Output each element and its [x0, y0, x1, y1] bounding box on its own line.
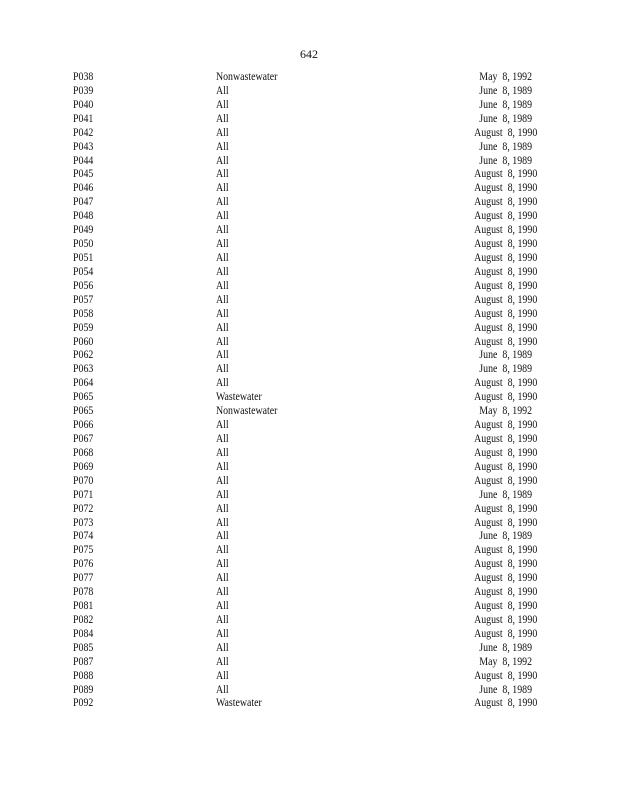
waste-category-cell: All: [215, 558, 229, 571]
waste-code-cell: P082: [73, 613, 94, 626]
waste-category-cell: All: [215, 363, 229, 376]
table-row: [0, 544, 617, 558]
waste-code-cell: P059: [73, 321, 94, 334]
table-row: [0, 419, 617, 433]
effective-date-cell: August 8, 1990: [474, 446, 538, 459]
table-row: [0, 377, 617, 391]
waste-category-cell: All: [215, 349, 229, 362]
effective-date-cell: August 8, 1990: [474, 419, 538, 432]
waste-category-cell: All: [215, 293, 229, 306]
waste-code-cell: P088: [73, 669, 94, 682]
waste-category-cell: All: [215, 377, 229, 390]
effective-date-cell: August 8, 1990: [474, 377, 538, 390]
waste-code-cell: P065: [73, 405, 94, 418]
effective-date-cell: August 8, 1990: [474, 391, 538, 404]
effective-date-cell: June 8, 1989: [479, 349, 533, 362]
effective-date-cell: June 8, 1989: [479, 488, 533, 501]
waste-code-cell: P092: [73, 697, 94, 710]
table-row: [0, 85, 617, 99]
effective-date-cell: May 8, 1992: [479, 71, 533, 83]
waste-category-cell: All: [215, 84, 229, 97]
table-row: [0, 71, 617, 85]
table-row: [0, 238, 617, 252]
waste-category-cell: All: [215, 335, 229, 348]
table-row: [0, 155, 617, 169]
effective-date-cell: June 8, 1989: [479, 140, 533, 153]
waste-category-cell: All: [215, 419, 229, 432]
effective-date-cell: August 8, 1990: [474, 238, 538, 251]
table-row: [0, 558, 617, 572]
waste-code-cell: P047: [73, 196, 94, 209]
waste-code-cell: P063: [73, 363, 94, 376]
waste-code-cell: P070: [73, 474, 94, 487]
waste-category-cell: All: [215, 168, 229, 181]
waste-code-cell: P066: [73, 419, 94, 432]
waste-category-cell: All: [215, 641, 229, 654]
waste-code-cell: P039: [73, 84, 94, 97]
table-row: [0, 141, 617, 155]
waste-code-cell: P064: [73, 377, 94, 390]
effective-date-cell: August 8, 1990: [474, 321, 538, 334]
waste-category-cell: All: [215, 98, 229, 111]
waste-code-cell: P056: [73, 279, 94, 292]
table-row: [0, 572, 617, 586]
waste-category-cell: All: [215, 488, 229, 501]
waste-category-cell: Nonwastewater: [215, 71, 278, 83]
waste-code-cell: P038: [73, 71, 94, 83]
waste-code-cell: P067: [73, 432, 94, 445]
waste-category-cell: All: [215, 516, 229, 529]
waste-category-cell: All: [215, 182, 229, 195]
waste-code-cell: P065: [73, 391, 94, 404]
waste-code-cell: P087: [73, 655, 94, 668]
effective-date-cell: August 8, 1990: [474, 544, 538, 557]
waste-category-cell: All: [215, 432, 229, 445]
table-row: [0, 182, 617, 196]
effective-date-cell: August 8, 1990: [474, 474, 538, 487]
waste-code-cell: P057: [73, 293, 94, 306]
waste-category-cell: All: [215, 613, 229, 626]
table-row: [0, 224, 617, 238]
table-row: [0, 363, 617, 377]
table-row: [0, 642, 617, 656]
waste-category-cell: All: [215, 572, 229, 585]
waste-code-cell: P051: [73, 251, 94, 264]
effective-date-cell: August 8, 1990: [474, 210, 538, 223]
effective-date-cell: August 8, 1990: [474, 558, 538, 571]
table-row: [0, 433, 617, 447]
waste-code-cell: P084: [73, 627, 94, 640]
effective-date-cell: August 8, 1990: [474, 502, 538, 515]
waste-category-cell: All: [215, 474, 229, 487]
table-row: [0, 503, 617, 517]
table-row: [0, 530, 617, 544]
waste-category-cell: All: [215, 627, 229, 640]
effective-date-cell: June 8, 1989: [479, 98, 533, 111]
waste-category-cell: All: [215, 586, 229, 599]
waste-code-cell: P045: [73, 168, 94, 181]
waste-category-cell: All: [215, 126, 229, 139]
waste-code-cell: P048: [73, 210, 94, 223]
waste-code-cell: P068: [73, 446, 94, 459]
effective-date-cell: August 8, 1990: [474, 279, 538, 292]
waste-category-cell: All: [215, 683, 229, 696]
waste-code-cell: P076: [73, 558, 94, 571]
effective-date-cell: August 8, 1990: [474, 293, 538, 306]
effective-date-cell: June 8, 1989: [479, 154, 533, 167]
waste-code-cell: P050: [73, 238, 94, 251]
waste-category-cell: All: [215, 502, 229, 515]
waste-category-cell: All: [215, 238, 229, 251]
waste-category-cell: Nonwastewater: [215, 405, 278, 418]
table-row: [0, 127, 617, 141]
waste-code-cell: P040: [73, 98, 94, 111]
waste-category-cell: All: [215, 321, 229, 334]
waste-category-cell: All: [215, 460, 229, 473]
table-row: [0, 586, 617, 600]
waste-code-cell: P071: [73, 488, 94, 501]
waste-category-cell: All: [215, 251, 229, 264]
waste-code-cell: P060: [73, 335, 94, 348]
waste-category-cell: Wastewater: [215, 697, 262, 710]
waste-code-cell: P075: [73, 544, 94, 557]
waste-category-cell: All: [215, 446, 229, 459]
table-row: [0, 447, 617, 461]
table-row: [0, 168, 617, 182]
waste-code-cell: P043: [73, 140, 94, 153]
waste-category-cell: Wastewater: [215, 391, 262, 404]
table-row: [0, 349, 617, 363]
effective-date-cell: August 8, 1990: [474, 126, 538, 139]
waste-category-cell: All: [215, 154, 229, 167]
waste-category-cell: All: [215, 265, 229, 278]
waste-category-cell: All: [215, 530, 229, 543]
effective-date-cell: August 8, 1990: [474, 265, 538, 278]
waste-code-cell: P078: [73, 586, 94, 599]
effective-date-cell: June 8, 1989: [479, 683, 533, 696]
effective-date-cell: June 8, 1989: [479, 84, 533, 97]
waste-category-cell: All: [215, 140, 229, 153]
effective-date-cell: August 8, 1990: [474, 586, 538, 599]
effective-date-cell: August 8, 1990: [474, 460, 538, 473]
waste-category-cell: All: [215, 210, 229, 223]
table-row: [0, 517, 617, 531]
waste-code-table: [0, 71, 618, 711]
waste-code-cell: P085: [73, 641, 94, 654]
effective-date-cell: May 8, 1992: [479, 405, 533, 418]
effective-date-cell: August 8, 1990: [474, 613, 538, 626]
effective-date-cell: August 8, 1990: [474, 307, 538, 320]
waste-code-cell: P089: [73, 683, 94, 696]
table-row: [0, 600, 617, 614]
table-row: [0, 656, 617, 670]
table-row: [0, 391, 617, 405]
table-row: [0, 266, 617, 280]
waste-category-cell: All: [215, 307, 229, 320]
table-row: [0, 475, 617, 489]
table-row: [0, 461, 617, 475]
waste-category-cell: All: [215, 196, 229, 209]
waste-code-cell: P073: [73, 516, 94, 529]
waste-code-cell: P081: [73, 600, 94, 613]
table-row: [0, 697, 617, 711]
effective-date-cell: August 8, 1990: [474, 669, 538, 682]
effective-date-cell: August 8, 1990: [474, 224, 538, 237]
table-row: [0, 196, 617, 210]
effective-date-cell: August 8, 1990: [474, 697, 538, 710]
waste-code-cell: P072: [73, 502, 94, 515]
waste-code-cell: P077: [73, 572, 94, 585]
waste-code-cell: P054: [73, 265, 94, 278]
waste-category-cell: All: [215, 669, 229, 682]
table-row: [0, 210, 617, 224]
waste-code-cell: P069: [73, 460, 94, 473]
waste-code-cell: P044: [73, 154, 94, 167]
effective-date-cell: August 8, 1990: [474, 251, 538, 264]
table-row: [0, 99, 617, 113]
table-row: [0, 308, 617, 322]
waste-category-cell: All: [215, 600, 229, 613]
effective-date-cell: August 8, 1990: [474, 600, 538, 613]
effective-date-cell: June 8, 1989: [479, 363, 533, 376]
effective-date-cell: June 8, 1989: [479, 530, 533, 543]
effective-date-cell: August 8, 1990: [474, 627, 538, 640]
waste-code-cell: P058: [73, 307, 94, 320]
table-row: [0, 489, 617, 503]
effective-date-cell: August 8, 1990: [474, 168, 538, 181]
waste-category-cell: All: [215, 224, 229, 237]
table-row: [0, 614, 617, 628]
waste-code-cell: P062: [73, 349, 94, 362]
waste-category-cell: All: [215, 544, 229, 557]
effective-date-cell: May 8, 1992: [479, 655, 533, 668]
table-row: [0, 336, 617, 350]
effective-date-cell: August 8, 1990: [474, 335, 538, 348]
table-row: [0, 280, 617, 294]
waste-code-cell: P046: [73, 182, 94, 195]
effective-date-cell: August 8, 1990: [474, 432, 538, 445]
waste-category-cell: All: [215, 112, 229, 125]
effective-date-cell: August 8, 1990: [474, 182, 538, 195]
waste-code-cell: P042: [73, 126, 94, 139]
page-number: 642: [300, 47, 318, 61]
table-row: [0, 113, 617, 127]
waste-category-cell: All: [215, 279, 229, 292]
effective-date-cell: June 8, 1989: [479, 641, 533, 654]
waste-code-cell: P074: [73, 530, 94, 543]
waste-code-cell: P041: [73, 112, 94, 125]
table-row: [0, 684, 617, 698]
waste-category-cell: All: [215, 655, 229, 668]
table-row: [0, 405, 617, 419]
table-row: [0, 628, 617, 642]
table-row: [0, 322, 617, 336]
effective-date-cell: August 8, 1990: [474, 516, 538, 529]
table-row: [0, 670, 617, 684]
effective-date-cell: August 8, 1990: [474, 572, 538, 585]
table-row: [0, 294, 617, 308]
table-row: [0, 252, 617, 266]
effective-date-cell: June 8, 1989: [479, 112, 533, 125]
waste-code-cell: P049: [73, 224, 94, 237]
effective-date-cell: August 8, 1990: [474, 196, 538, 209]
